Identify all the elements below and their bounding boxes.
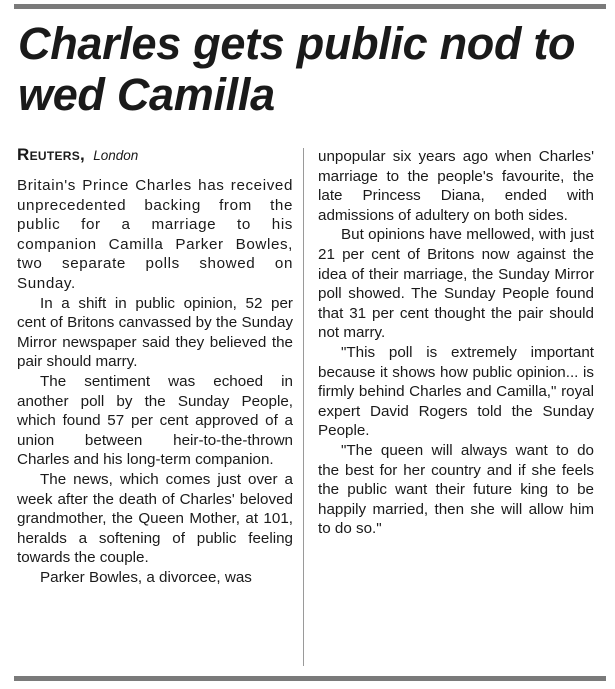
paragraph: Parker Bowles, a divorcee, was xyxy=(40,568,252,586)
byline-agency: Reuters, xyxy=(17,145,86,164)
left-column xyxy=(17,145,293,587)
paragraph: The news, which comes just over a week after the death of Charles' beloved grandmother, the Queen Mother, at 101, heralds a softening of public feeling towards the couple. xyxy=(17,470,293,567)
paragraph: "The queen will always want to do the best for her country and if she feels the public want their future king to be happily married, then she will allow him to do so." xyxy=(318,441,594,538)
paragraph: But opinions have mellowed, with just 21 per cent of Britons now against the idea of their marriage, the Sunday Mirror poll showed. The Sunday People found that 31 per cent thought the pair should not marry. xyxy=(318,226,594,342)
headline: Charles gets public nod to wed Camilla xyxy=(18,18,576,120)
right-column xyxy=(318,147,594,539)
column-divider xyxy=(303,148,304,666)
top-rule xyxy=(14,4,606,9)
paragraph: Britain's Prince Charles has received unprecedented backing from the public for a marriage to his companion Camilla Parker Bowles, two separate polls showed on Sunday. xyxy=(17,177,293,292)
byline xyxy=(17,145,293,166)
paragraph: In a shift in public opinion, 52 per cent of Britons canvassed by the Sunday Mirror newspaper said they believed the pair should marry. xyxy=(17,294,293,371)
paragraph: The sentiment was echoed in another poll by the Sunday People, which found 57 per cent approved of a union between heir-to-the-thrown Charles and his long-term companion. xyxy=(17,372,293,469)
bottom-rule xyxy=(14,676,606,681)
paragraph: unpopular six years ago when Charles' marriage to the people's favourite, the late Princess Diana, ended with admissions of adultery on both sides. xyxy=(318,148,594,224)
byline-location: London xyxy=(93,148,139,163)
paragraph: "This poll is extremely important because it shows how public opinion... is firmly behind Charles and Camilla," royal expert David Rogers told the Sunday People. xyxy=(318,343,594,440)
